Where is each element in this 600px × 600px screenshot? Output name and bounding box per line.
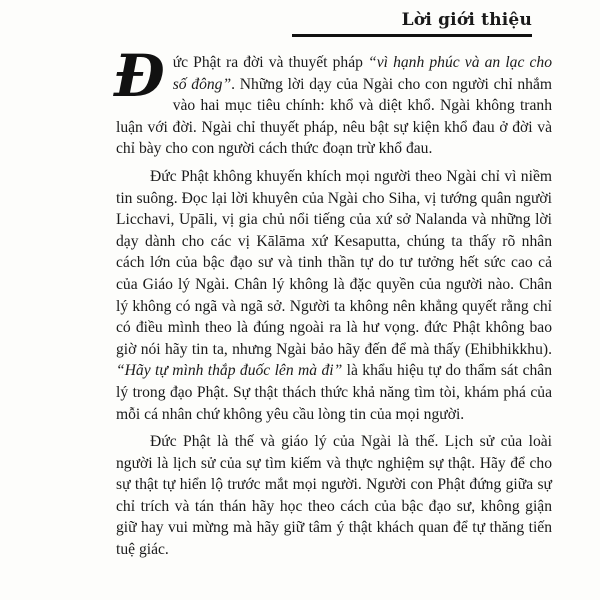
chapter-title: Lời giới thiệu	[401, 10, 532, 30]
paragraph-3	[116, 431, 552, 561]
intro-text-start: ức Phật ra đời và thuyết pháp	[172, 54, 369, 71]
chapter-header	[292, 10, 532, 37]
para3-text: Đức Phật là thế và giáo lý của Ngài là thế. Lịch sử của loài người là lịch sử của sự tìm kiếm và thực nghiệm sự thật. Hãy để cho sự thật tự hiển lộ trước mắt mọi người. Người con Phật đứng giữa sự chỉ trích và tán thán hãy học theo cách của bậc đạo sư, không giận giữ hay vui mừng mà hãy giữ tâm ý thật khách quan để tự thăng tiến tuệ giác.	[116, 433, 552, 559]
para2-text-start: Đức Phật không khuyến khích mọi người theo Ngài chỉ vì niềm tin suông. Đọc lại lời khuyên của Ngài cho Siha, vị tướng quân người Licchavi, Upāli, vị gia chủ nổi tiếng của xứ sở Nalanda và những lời dạy dành cho các vị Kālāma xứ Kesaputta, chúng ta thấy rõ nhân cách lớn của bậc đạo sư và tinh thần tự do tư tưởng hết sức cao cả của Giáo lý Ngài. Chân lý không là đặc quyền của người nào. Chân lý không có ngã và ngã sở. Người ta không nên khẳng quyết rằng chỉ có điều mình theo là đúng ngoài ra là hư vọng. đức Phật không bao giờ nói hãy tin ta, nhưng Ngài bảo hãy đến để mà thấy (Ehibhikkhu).	[116, 167, 552, 358]
intro-quote: “vì hạnh phúc và an lạc cho số đông”	[172, 54, 552, 93]
para2-text-rest: là khẩu hiệu tự do thẩm sát chân lý trong đạo Phật. Sự thật thách thức khả năng tìm tòi, khám phá của mỗi cá nhân chứ không yêu cầu lòng tin của mọi người.	[116, 362, 552, 423]
body-text	[114, 42, 553, 561]
paragraph-intro	[114, 42, 553, 160]
para2-quote: “Hãy tự mình thắp đuốc lên mà đi”	[116, 362, 343, 380]
intro-text-rest: . Những lời dạy của Ngài cho con người chỉ nhắm vào hai mục tiêu chính: khổ và diệt khổ. Ngài không tranh luận với đời. Ngài chỉ thuyết pháp, nêu bật sự kiện khổ đau ở đời và chỉ bày cho con người cách thức đoạn trừ khổ đau.	[116, 75, 553, 158]
drop-cap: Đ	[114, 42, 165, 110]
header-rule	[292, 34, 532, 37]
paragraph-2	[116, 166, 552, 425]
